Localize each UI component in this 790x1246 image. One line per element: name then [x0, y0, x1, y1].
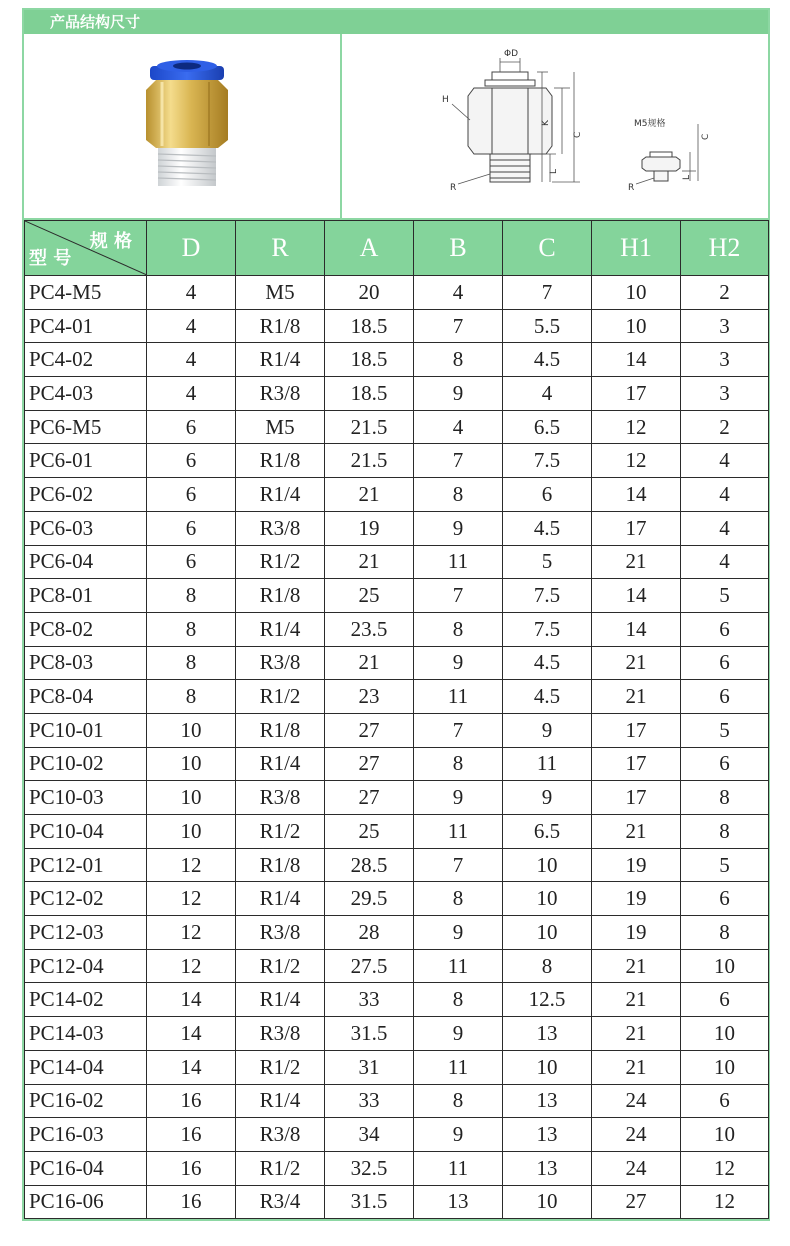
value-cell: 17	[592, 377, 681, 411]
value-cell: R3/4	[236, 1185, 325, 1219]
value-cell: 8	[414, 1084, 503, 1118]
value-cell: 21	[592, 815, 681, 849]
model-cell: PC6-04	[25, 545, 147, 579]
value-cell: 8	[414, 983, 503, 1017]
value-cell: 11	[414, 1151, 503, 1185]
value-cell: 21	[592, 680, 681, 714]
value-cell: 8	[681, 781, 769, 815]
value-cell: 29.5	[325, 882, 414, 916]
column-header-h2: H2	[681, 221, 769, 276]
value-cell: 21	[592, 545, 681, 579]
value-cell: 21	[325, 545, 414, 579]
value-cell: R1/4	[236, 343, 325, 377]
dim-k-label: K	[541, 120, 551, 126]
value-cell: 14	[592, 612, 681, 646]
value-cell: 10	[592, 276, 681, 310]
value-cell: 6.5	[503, 815, 592, 849]
value-cell: 4	[414, 410, 503, 444]
value-cell: 5	[503, 545, 592, 579]
table-row	[25, 343, 769, 377]
value-cell: 3	[681, 343, 769, 377]
value-cell: 8	[147, 646, 236, 680]
value-cell: 12	[147, 882, 236, 916]
value-cell: 10	[592, 309, 681, 343]
table-row	[25, 444, 769, 478]
value-cell: R3/8	[236, 916, 325, 950]
model-cell: PC12-03	[25, 916, 147, 950]
value-cell: 8	[414, 747, 503, 781]
value-cell: 13	[503, 1151, 592, 1185]
table-row	[25, 1118, 769, 1152]
table-row	[25, 646, 769, 680]
dim-l-label: L	[549, 168, 559, 174]
value-cell: 33	[325, 983, 414, 1017]
value-cell: 21.5	[325, 444, 414, 478]
spec-table	[24, 220, 769, 1219]
model-cell: PC10-04	[25, 815, 147, 849]
table-row	[25, 1185, 769, 1219]
table-row	[25, 815, 769, 849]
model-cell: PC6-02	[25, 478, 147, 512]
value-cell: 11	[414, 1050, 503, 1084]
value-cell: R1/8	[236, 444, 325, 478]
model-cell: PC6-03	[25, 511, 147, 545]
value-cell: 11	[414, 949, 503, 983]
value-cell: 10	[503, 882, 592, 916]
value-cell: 10	[681, 1017, 769, 1051]
model-cell: PC10-02	[25, 747, 147, 781]
value-cell: 21.5	[325, 410, 414, 444]
value-cell: 13	[414, 1185, 503, 1219]
table-row	[25, 545, 769, 579]
table-row	[25, 309, 769, 343]
value-cell: 13	[503, 1118, 592, 1152]
value-cell: 10	[503, 848, 592, 882]
value-cell: 6	[147, 511, 236, 545]
column-header-c: C	[503, 221, 592, 276]
table-row	[25, 747, 769, 781]
m5-variant-title: M5规格	[634, 119, 666, 129]
value-cell: M5	[236, 410, 325, 444]
value-cell: 9	[414, 377, 503, 411]
model-cell: PC14-03	[25, 1017, 147, 1051]
value-cell: 25	[325, 815, 414, 849]
value-cell: 21	[325, 646, 414, 680]
value-cell: R1/8	[236, 309, 325, 343]
table-row	[25, 949, 769, 983]
value-cell: 14	[147, 983, 236, 1017]
value-cell: 10	[147, 747, 236, 781]
column-header-r: R	[236, 221, 325, 276]
table-row	[25, 916, 769, 950]
value-cell: 10	[503, 1050, 592, 1084]
model-cell: PC8-04	[25, 680, 147, 714]
value-cell: 6	[681, 680, 769, 714]
value-cell: R1/4	[236, 612, 325, 646]
value-cell: 27.5	[325, 949, 414, 983]
value-cell: 7	[414, 713, 503, 747]
model-cell: PC16-02	[25, 1084, 147, 1118]
value-cell: 6	[681, 983, 769, 1017]
technical-drawing-cell	[340, 34, 768, 218]
value-cell: 12	[147, 848, 236, 882]
value-cell: R3/8	[236, 511, 325, 545]
value-cell: 5	[681, 579, 769, 613]
table-row	[25, 781, 769, 815]
value-cell: R1/4	[236, 478, 325, 512]
value-cell: 13	[503, 1084, 592, 1118]
corner-header-cell	[25, 221, 147, 276]
value-cell: 9	[414, 916, 503, 950]
value-cell: 7	[414, 444, 503, 478]
value-cell: 19	[592, 882, 681, 916]
value-cell: 6	[681, 646, 769, 680]
value-cell: 2	[681, 410, 769, 444]
value-cell: 4	[147, 276, 236, 310]
model-cell: PC8-03	[25, 646, 147, 680]
value-cell: 12	[592, 410, 681, 444]
value-cell: 10	[681, 1118, 769, 1152]
value-cell: R3/8	[236, 781, 325, 815]
value-cell: 17	[592, 781, 681, 815]
value-cell: 7	[414, 848, 503, 882]
value-cell: 14	[592, 343, 681, 377]
value-cell: 9	[414, 781, 503, 815]
value-cell: R1/4	[236, 882, 325, 916]
value-cell: 7	[414, 309, 503, 343]
value-cell: R1/2	[236, 1151, 325, 1185]
value-cell: 27	[325, 747, 414, 781]
value-cell: 9	[414, 511, 503, 545]
value-cell: 4.5	[503, 343, 592, 377]
value-cell: 19	[325, 511, 414, 545]
value-cell: 27	[325, 713, 414, 747]
value-cell: 28.5	[325, 848, 414, 882]
value-cell: 21	[592, 1017, 681, 1051]
corner-model-label: 型 号	[29, 248, 72, 269]
table-row	[25, 983, 769, 1017]
table-row	[25, 1151, 769, 1185]
value-cell: 18.5	[325, 309, 414, 343]
model-cell: PC12-04	[25, 949, 147, 983]
value-cell: 9	[503, 713, 592, 747]
value-cell: 12	[147, 916, 236, 950]
value-cell: 2	[681, 276, 769, 310]
value-cell: 21	[592, 646, 681, 680]
fitting-photo	[24, 34, 338, 218]
model-cell: PC4-01	[25, 309, 147, 343]
product-dimension-panel	[22, 8, 770, 1221]
value-cell: R1/2	[236, 949, 325, 983]
value-cell: 19	[592, 916, 681, 950]
table-row	[25, 612, 769, 646]
value-cell: 5	[681, 848, 769, 882]
value-cell: 4	[681, 545, 769, 579]
value-cell: 10	[503, 916, 592, 950]
m5-dim-c-label: C	[701, 133, 711, 140]
value-cell: 16	[147, 1151, 236, 1185]
value-cell: 4	[681, 478, 769, 512]
table-row	[25, 1050, 769, 1084]
value-cell: 14	[592, 579, 681, 613]
value-cell: 10	[503, 1185, 592, 1219]
value-cell: 21	[592, 983, 681, 1017]
model-cell: PC14-04	[25, 1050, 147, 1084]
value-cell: 8	[147, 612, 236, 646]
value-cell: M5	[236, 276, 325, 310]
value-cell: 24	[592, 1118, 681, 1152]
value-cell: 12.5	[503, 983, 592, 1017]
value-cell: 6	[147, 410, 236, 444]
value-cell: 27	[592, 1185, 681, 1219]
value-cell: 10	[147, 713, 236, 747]
value-cell: 14	[147, 1017, 236, 1051]
column-header-h1: H1	[592, 221, 681, 276]
value-cell: 7	[503, 276, 592, 310]
value-cell: 5	[681, 713, 769, 747]
value-cell: 9	[414, 646, 503, 680]
table-row	[25, 579, 769, 613]
m5-dim-r-label: R	[628, 183, 635, 193]
value-cell: 12	[147, 949, 236, 983]
value-cell: 9	[503, 781, 592, 815]
value-cell: 8	[681, 815, 769, 849]
model-cell: PC12-02	[25, 882, 147, 916]
value-cell: 8	[147, 579, 236, 613]
value-cell: 6	[147, 444, 236, 478]
value-cell: 10	[681, 949, 769, 983]
dim-c-label: C	[573, 131, 583, 138]
value-cell: R1/4	[236, 1084, 325, 1118]
table-row	[25, 1017, 769, 1051]
value-cell: 6	[681, 747, 769, 781]
model-cell: PC16-03	[25, 1118, 147, 1152]
value-cell: 17	[592, 713, 681, 747]
value-cell: 23	[325, 680, 414, 714]
table-header-row	[25, 221, 769, 276]
value-cell: 6	[147, 478, 236, 512]
model-cell: PC4-02	[25, 343, 147, 377]
value-cell: 12	[681, 1185, 769, 1219]
value-cell: 18.5	[325, 343, 414, 377]
value-cell: 8	[147, 680, 236, 714]
table-row	[25, 377, 769, 411]
value-cell: R1/2	[236, 545, 325, 579]
value-cell: 8	[503, 949, 592, 983]
value-cell: 4	[147, 377, 236, 411]
value-cell: 6	[147, 545, 236, 579]
value-cell: 14	[592, 478, 681, 512]
value-cell: 6	[681, 1084, 769, 1118]
value-cell: 28	[325, 916, 414, 950]
value-cell: R1/2	[236, 680, 325, 714]
corner-spec-label: 规 格	[89, 231, 132, 252]
model-cell: PC6-01	[25, 444, 147, 478]
table-row	[25, 848, 769, 882]
value-cell: 7.5	[503, 579, 592, 613]
model-cell: PC16-04	[25, 1151, 147, 1185]
model-cell: PC8-02	[25, 612, 147, 646]
value-cell: 5.5	[503, 309, 592, 343]
value-cell: 11	[503, 747, 592, 781]
value-cell: 4	[503, 377, 592, 411]
model-cell: PC4-M5	[25, 276, 147, 310]
model-cell: PC6-M5	[25, 410, 147, 444]
value-cell: 10	[681, 1050, 769, 1084]
model-cell: PC12-01	[25, 848, 147, 882]
value-cell: 4	[414, 276, 503, 310]
value-cell: 14	[147, 1050, 236, 1084]
model-cell: PC16-06	[25, 1185, 147, 1219]
value-cell: 16	[147, 1118, 236, 1152]
value-cell: 11	[414, 545, 503, 579]
value-cell: 10	[147, 815, 236, 849]
value-cell: 20	[325, 276, 414, 310]
value-cell: R1/2	[236, 815, 325, 849]
value-cell: 3	[681, 309, 769, 343]
column-header-d: D	[147, 221, 236, 276]
value-cell: R1/2	[236, 1050, 325, 1084]
table-row	[25, 410, 769, 444]
value-cell: 7.5	[503, 612, 592, 646]
value-cell: 4	[681, 511, 769, 545]
value-cell: 21	[325, 478, 414, 512]
value-cell: 3	[681, 377, 769, 411]
section-title: 产品结构尺寸	[24, 10, 768, 34]
value-cell: 8	[681, 916, 769, 950]
value-cell: 17	[592, 747, 681, 781]
value-cell: 8	[414, 478, 503, 512]
value-cell: 8	[414, 882, 503, 916]
value-cell: 34	[325, 1118, 414, 1152]
value-cell: 16	[147, 1084, 236, 1118]
value-cell: 12	[592, 444, 681, 478]
value-cell: 9	[414, 1118, 503, 1152]
value-cell: R1/8	[236, 713, 325, 747]
value-cell: 8	[414, 612, 503, 646]
value-cell: 25	[325, 579, 414, 613]
value-cell: 6	[681, 882, 769, 916]
product-photo-cell	[24, 34, 338, 218]
value-cell: 4	[681, 444, 769, 478]
value-cell: 21	[592, 949, 681, 983]
table-row	[25, 713, 769, 747]
value-cell: 12	[681, 1151, 769, 1185]
value-cell: 11	[414, 815, 503, 849]
model-cell: PC14-02	[25, 983, 147, 1017]
value-cell: 6	[503, 478, 592, 512]
value-cell: R3/8	[236, 377, 325, 411]
value-cell: 8	[414, 343, 503, 377]
value-cell: 18.5	[325, 377, 414, 411]
value-cell: 11	[414, 680, 503, 714]
value-cell: 4.5	[503, 511, 592, 545]
value-cell: 21	[592, 1050, 681, 1084]
value-cell: 31	[325, 1050, 414, 1084]
dim-h-label: H	[442, 95, 449, 105]
value-cell: 17	[592, 511, 681, 545]
value-cell: 7.5	[503, 444, 592, 478]
value-cell: 27	[325, 781, 414, 815]
value-cell: 6.5	[503, 410, 592, 444]
model-cell: PC4-03	[25, 377, 147, 411]
dimension-drawing	[342, 34, 768, 218]
value-cell: 33	[325, 1084, 414, 1118]
value-cell: 6	[681, 612, 769, 646]
image-row	[24, 34, 768, 218]
value-cell: 24	[592, 1084, 681, 1118]
value-cell: 4.5	[503, 646, 592, 680]
value-cell: R1/8	[236, 579, 325, 613]
dim-r-label: R	[450, 183, 457, 193]
value-cell: 31.5	[325, 1185, 414, 1219]
m5-dim-l-label: L	[682, 174, 692, 180]
model-cell: PC10-03	[25, 781, 147, 815]
dim-d-label: ΦD	[504, 49, 519, 59]
value-cell: R3/8	[236, 1118, 325, 1152]
value-cell: 4	[147, 309, 236, 343]
table-row	[25, 478, 769, 512]
value-cell: R1/4	[236, 983, 325, 1017]
model-cell: PC8-01	[25, 579, 147, 613]
value-cell: 13	[503, 1017, 592, 1051]
model-cell: PC10-01	[25, 713, 147, 747]
table-body	[25, 276, 769, 1219]
value-cell: R1/8	[236, 848, 325, 882]
value-cell: 10	[147, 781, 236, 815]
value-cell: R1/4	[236, 747, 325, 781]
table-row	[25, 511, 769, 545]
value-cell: 31.5	[325, 1017, 414, 1051]
table-row	[25, 882, 769, 916]
value-cell: 4	[147, 343, 236, 377]
value-cell: 16	[147, 1185, 236, 1219]
value-cell: 24	[592, 1151, 681, 1185]
value-cell: R3/8	[236, 646, 325, 680]
value-cell: 9	[414, 1017, 503, 1051]
column-header-a: A	[325, 221, 414, 276]
value-cell: R3/8	[236, 1017, 325, 1051]
value-cell: 32.5	[325, 1151, 414, 1185]
table-row	[25, 680, 769, 714]
table-row	[25, 1084, 769, 1118]
value-cell: 4.5	[503, 680, 592, 714]
value-cell: 23.5	[325, 612, 414, 646]
value-cell: 19	[592, 848, 681, 882]
table-row	[25, 276, 769, 310]
value-cell: 7	[414, 579, 503, 613]
column-header-b: B	[414, 221, 503, 276]
